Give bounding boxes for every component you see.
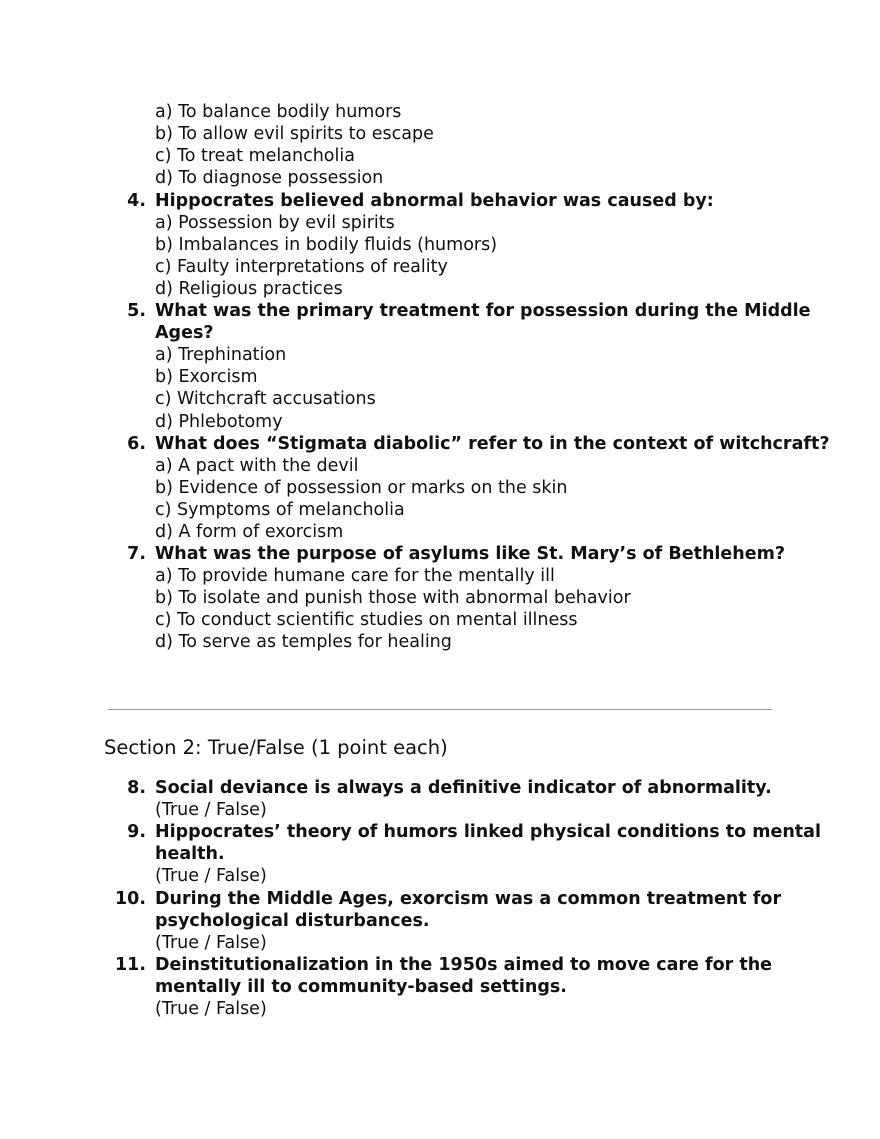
answer-option: b) To isolate and punish those with abnormal behavior <box>155 588 631 608</box>
q3-option-b: b) To allow evil spirits to escape <box>155 124 434 144</box>
question-number: 9. <box>127 822 146 842</box>
question-text: Deinstitutionalization in the 1950s aimed to move care for the <box>155 955 773 975</box>
answer-option: d) To serve as temples for healing <box>155 632 452 652</box>
q3-option-d: d) To diagnose possession <box>155 168 384 188</box>
question-text: Hippocrates’ theory of humors linked physical conditions to mental <box>155 822 821 842</box>
question-text: During the Middle Ages, exorcism was a common treatment for <box>155 889 782 909</box>
answer-option: b) Evidence of possession or marks on the skin <box>155 478 568 498</box>
answer-option: c) Witchcraft accusations <box>155 389 376 409</box>
question-number: 4. <box>127 191 146 211</box>
true-false-answer: (True / False) <box>155 999 267 1019</box>
true-false-answer: (True / False) <box>155 933 267 953</box>
answer-option: d) Phlebotomy <box>155 412 283 432</box>
question-number: 5. <box>127 301 146 321</box>
section-heading: Section 2: True/False (1 point each) <box>104 736 448 759</box>
question-text: Hippocrates believed abnormal behavior was caused by: <box>155 191 714 211</box>
question-number: 6. <box>127 434 146 454</box>
q3-option-a: a) To balance bodily humors <box>155 102 402 122</box>
question-text: What was the primary treatment for possession during the Middle <box>155 301 811 321</box>
section-divider <box>108 709 772 710</box>
question-number: 11. <box>114 955 146 975</box>
answer-option: a) Possession by evil spirits <box>155 213 395 233</box>
true-false-answer: (True / False) <box>155 866 267 886</box>
question-text: Ages? <box>155 323 214 343</box>
answer-option: a) A pact with the devil <box>155 456 359 476</box>
question-number: 7. <box>127 544 146 564</box>
question-text: What does “Stigmata diabolic” refer to in the context of witchcraft? <box>155 434 830 454</box>
answer-option: a) To provide humane care for the mentally ill <box>155 566 555 586</box>
question-text: What was the purpose of asylums like St. Mary’s of Bethlehem? <box>155 544 785 564</box>
q3-option-c: c) To treat melancholia <box>155 146 355 166</box>
answer-option: b) Imbalances in bodily fluids (humors) <box>155 235 498 255</box>
question-number: 8. <box>127 778 146 798</box>
answer-option: c) Faulty interpretations of reality <box>155 257 448 277</box>
answer-option: d) A form of exorcism <box>155 522 344 542</box>
question-number: 10. <box>114 889 146 909</box>
question-text: mentally ill to community-based settings. <box>155 977 567 997</box>
answer-option: c) Symptoms of melancholia <box>155 500 405 520</box>
answer-option: d) Religious practices <box>155 279 343 299</box>
question-text: Social deviance is always a definitive indicator of abnormality. <box>155 778 772 798</box>
answer-option: a) Trephination <box>155 345 287 365</box>
true-false-answer: (True / False) <box>155 800 267 820</box>
answer-option: b) Exorcism <box>155 367 258 387</box>
answer-option: c) To conduct scientific studies on mental illness <box>155 610 578 630</box>
question-text: psychological disturbances. <box>155 911 430 931</box>
question-text: health. <box>155 844 225 864</box>
